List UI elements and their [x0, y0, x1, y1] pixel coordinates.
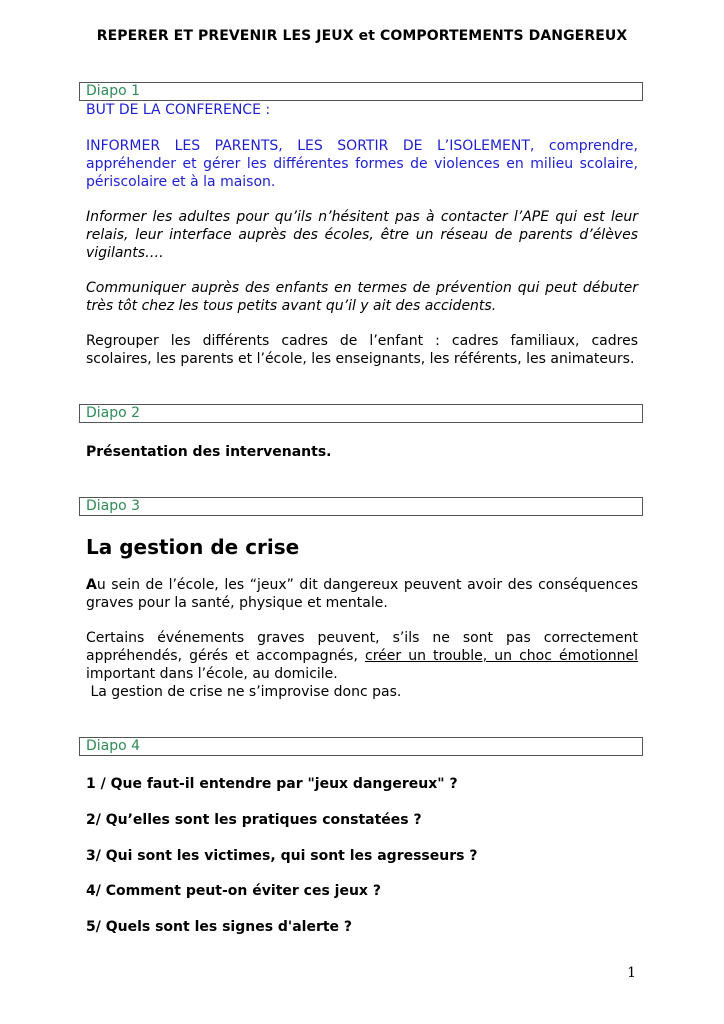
question-4: 4/ Comment peut-on éviter ces jeux ?: [86, 883, 381, 899]
crisis-paragraph-2-start: Certains événements graves peuvent, s’ils ne sont pas correctement appréhendés, gérés et accompagnés,: [86, 630, 638, 664]
page-number: 1: [627, 965, 636, 981]
drop-letter: A: [86, 577, 97, 593]
question-1: 1 / Que faut-il entendre par "jeux dangereux" ?: [86, 776, 458, 792]
diapo-2-label: Diapo 2: [79, 404, 643, 423]
crisis-paragraph-1-text: u sein de l’école, les “jeux” dit dangereux peuvent avoir des conséquences graves pour la santé, physique et mentale.: [86, 577, 638, 611]
question-5: 5/ Quels sont les signes d'alerte ?: [86, 919, 353, 935]
crisis-paragraph-2-underlined: créer un trouble, un choc émotionnel: [365, 648, 638, 664]
crisis-paragraph-1: [86, 576, 638, 612]
question-2: 2/ Qu’elles sont les pratiques constatées ?: [86, 812, 422, 828]
diapo-3-label: Diapo 3: [79, 497, 643, 516]
crisis-paragraph-2-end: important dans l’école, au domicile.: [86, 666, 338, 682]
question-3: 3/ Qui sont les victimes, qui sont les agresseurs ?: [86, 848, 478, 864]
speakers-presentation: Présentation des intervenants.: [86, 444, 332, 460]
crisis-paragraph-3: La gestion de crise ne s’improvise donc pas.: [86, 684, 402, 700]
diapo-1-label: Diapo 1: [79, 82, 643, 101]
crisis-management-heading: La gestion de crise: [86, 535, 300, 559]
crisis-paragraph-2: [86, 629, 638, 683]
goal-paragraph-4: Regrouper les différents cadres de l’enfant : cadres familiaux, cadres scolaires, les parents et l’école, les enseignants, les référents, les animateurs.: [86, 333, 638, 367]
diapo-4-label: Diapo 4: [79, 737, 643, 756]
goal-paragraph-2: Informer les adultes pour qu’ils n’hésitent pas à contacter l’APE qui est leur relais, leur interface auprès des écoles, être un réseau de parents d’élèves vigilants….: [86, 209, 638, 261]
document-title: REPERER ET PREVENIR LES JEUX et COMPORTEMENTS DANGEREUX: [96, 28, 628, 44]
goal-paragraph-1: INFORMER LES PARENTS, LES SORTIR DE L’ISOLEMENT, comprendre, appréhender et gérer les différentes formes de violences en milieu scolaire, périscolaire et à la maison.: [86, 138, 638, 190]
goal-paragraph-3: Communiquer auprès des enfants en termes de prévention qui peut débuter très tôt chez les tous petits avant qu’il y ait des accidents.: [86, 280, 638, 314]
conference-goal-heading: BUT DE LA CONFERENCE :: [86, 102, 271, 118]
